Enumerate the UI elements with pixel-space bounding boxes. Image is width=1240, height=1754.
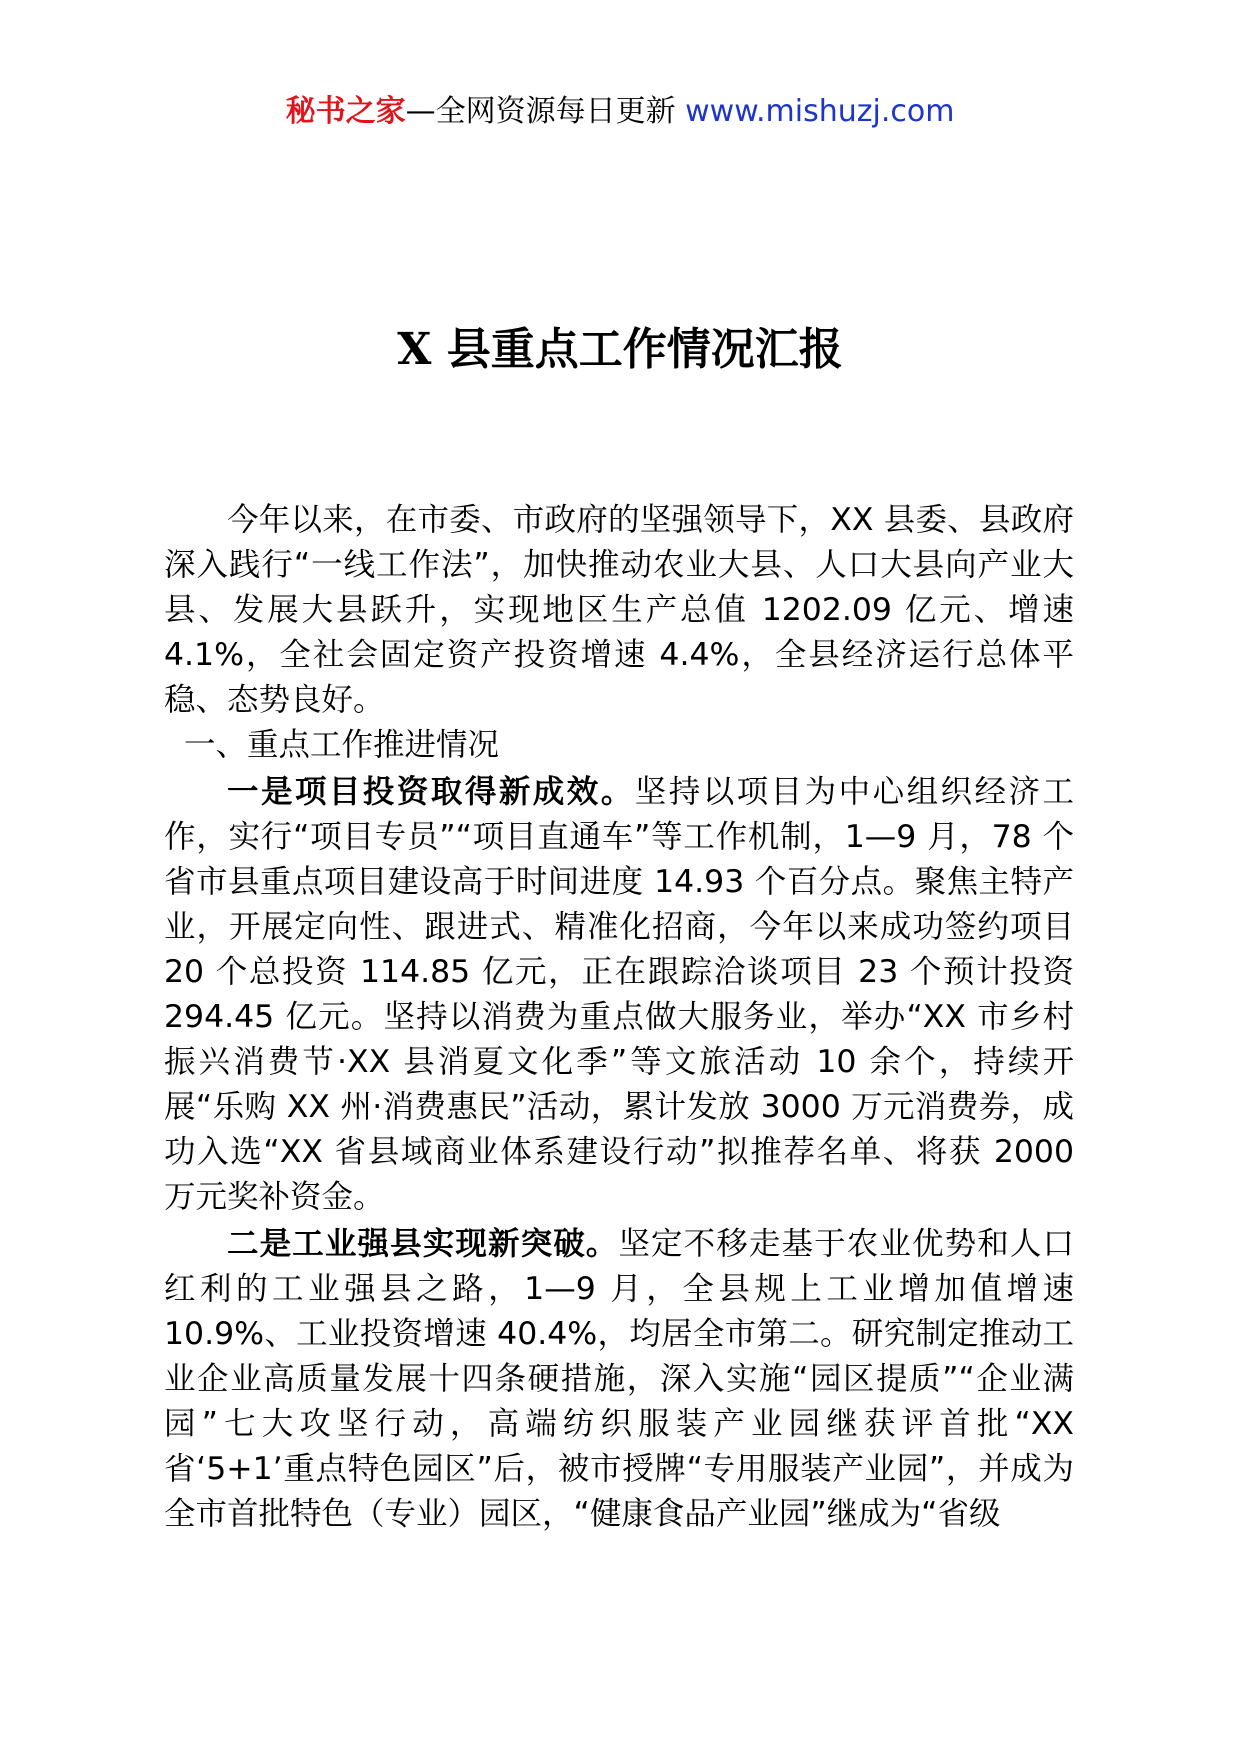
document-title: X 县重点工作情况汇报 xyxy=(397,324,843,375)
site-tagline: —全网资源每日更新 xyxy=(405,94,686,129)
site-brand: 秘书之家 xyxy=(285,94,406,129)
section-heading: 一、重点工作推进情况 xyxy=(184,727,500,764)
intro-paragraph: 今年以来，在市委、市政府的坚强领导下，XX 县委、县政府深入践行“一线工作法”，加快推动农业大县、人口大县向产业大县、发展大县跃升，实现地区生产总值 1202.09 亿元、增速 4.1%，全社会固定资产投资增速 4.4%，全县经济运行总体平稳、态势良好。 xyxy=(164,502,1074,719)
project-investment-paragraph xyxy=(164,769,1074,1221)
paragraph-text: 坚定不移走基于农业优势和人口红利的工业强县之路，1—9 月，全县规上工业增加值增速 10.9%、工业投资增速 40.4%，均居全市第二。研究制定推动工业企业高质量发展十四条硬措施，深入实施“园区提质”“企业满园”七大攻坚行动，高端纺织服装产业园继获评首批“XX 省‘5+1’重点特色园区”后，被市授牌“专用服装产业园”，并成为全市首批特色（专业）园区，“健康食品产业园”继成为“省级 xyxy=(164,1225,1074,1533)
industry-paragraph xyxy=(164,1221,1074,1538)
paragraph-lead: 二是工业强县实现新突破。 xyxy=(227,1224,619,1262)
site-url-link[interactable]: www.mishuzj.com xyxy=(685,94,955,129)
paragraph-text: 坚持以项目为中心组织经济工作，实行“项目专员”“项目直通车”等工作机制，1—9 月，78 个省市县重点项目建设高于时间进度 14.93 个百分点。聚焦主特产业，开展定向性、跟进式、精准化招商，今年以来成功签约项目 20 个总投资 114.85 亿元，正在跟踪洽谈项目 23 个预计投资 294.45 亿元。坚持以消费为重点做大服务业，举办“XX 市乡村振兴消费节·XX 县消夏文化季”等文旅活动 10 余个，持续开展“乐购 XX 州·消费惠民”活动，累计发放 3000 万元消费券，成功入选“XX 省县域商业体系建设行动”拟推荐名单、将获 2000 万元奖补资金。 xyxy=(164,773,1074,1216)
site-header xyxy=(0,92,1240,132)
paragraph-lead: 一是项目投资取得新成效。 xyxy=(227,772,635,810)
document-body xyxy=(164,498,1074,1537)
